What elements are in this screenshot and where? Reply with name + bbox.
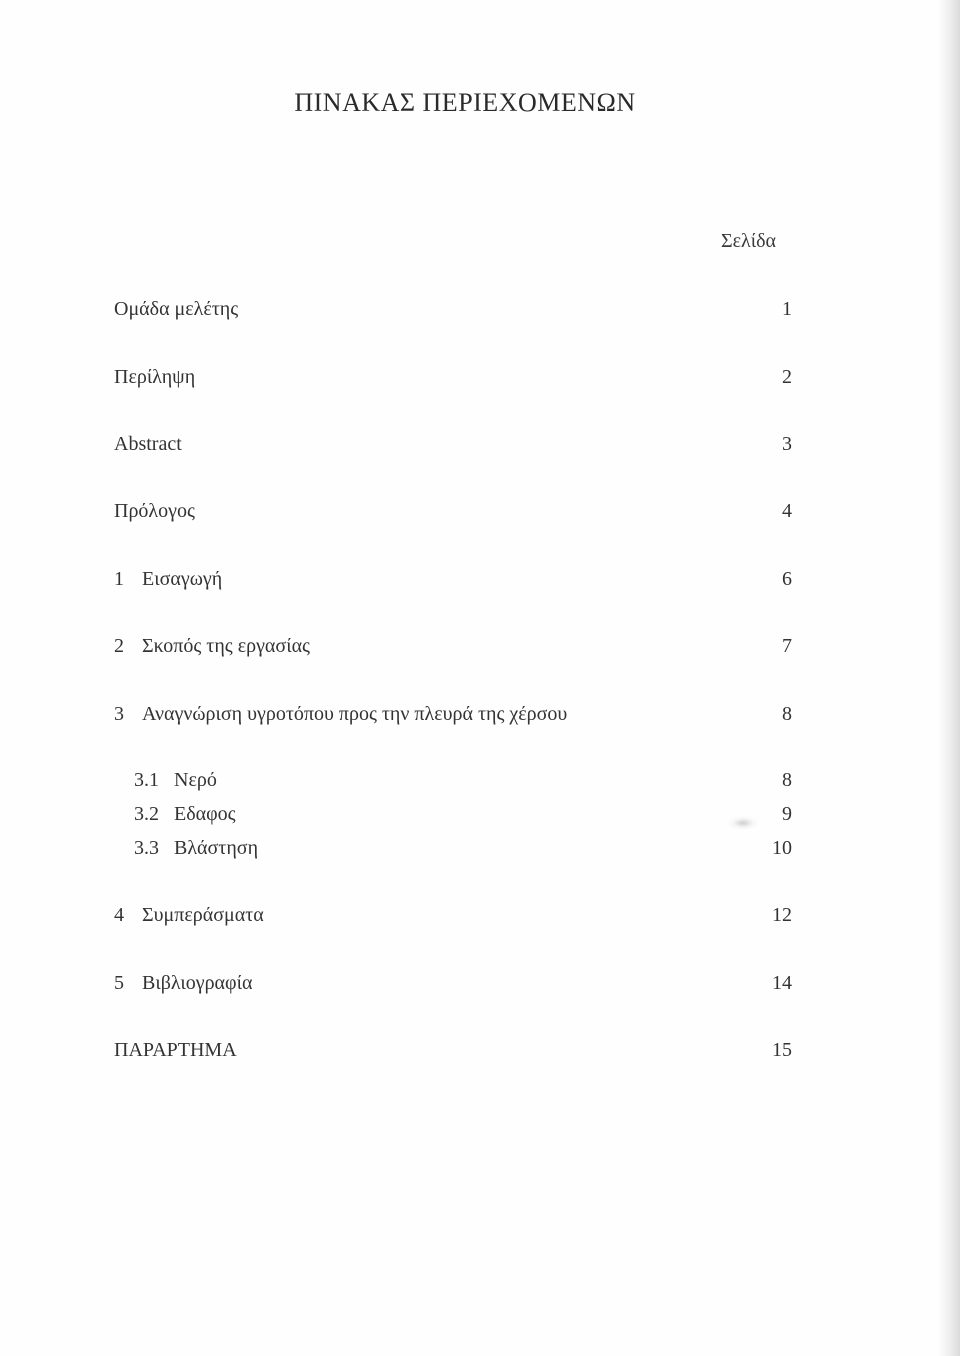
toc-entry-label: Abstract [114,433,182,455]
toc-entry-page: 7 [782,635,792,657]
toc-entry-label: Εισαγωγή [142,568,223,590]
toc-entry-page: 4 [782,500,792,522]
toc-entry [114,433,792,459]
toc-entry-label: Πρόλογος [114,500,195,522]
toc-entry-label: Βιβλιογραφία [142,972,253,994]
page-title: ΠΙΝΑΚΑΣ ΠΕΡΙΕΧΟΜΕΝΩΝ [294,88,636,117]
toc-entry-label: Περίληψη [114,366,196,388]
toc-entry [114,1039,792,1065]
toc-entry-number: 5 [114,972,124,994]
toc-entry-label: ΠΑΡΑΡΤΗΜΑ [114,1039,237,1061]
toc-entry-number: 1 [114,568,124,590]
scan-smudge [728,816,758,830]
toc-entry-page: 1 [782,298,792,320]
toc-entry-page: 9 [782,803,792,825]
toc-entry [114,500,792,526]
toc-entry-page: 6 [782,568,792,590]
toc-entry-number: 3.1 [134,769,159,791]
toc-entry-label: Συμπεράσματα [142,904,264,926]
toc-entry-label: Εδαφος [174,803,236,825]
toc-entry-number: 2 [114,635,124,657]
toc-entry-page: 3 [782,433,792,455]
toc-entry-page: 10 [772,837,792,859]
toc-entry-label: Ομάδα μελέτης [114,298,239,320]
toc-entry-page: 2 [782,366,792,388]
toc-entry-label: Νερό [174,769,217,791]
toc-entry [114,366,792,392]
toc-entry-label: Βλάστηση [174,837,259,859]
page-column-header: Σελίδα [720,230,776,252]
toc-entry [114,298,792,324]
toc-entry-page: 14 [772,972,792,994]
toc-entry [114,904,792,930]
toc-entry [114,972,792,998]
toc-entry-number: 3.3 [134,837,159,859]
toc-entry-number: 3 [114,703,124,725]
toc-entry-number: 3.2 [134,803,159,825]
toc-entry-page: 8 [782,703,792,725]
toc-subentry [114,803,792,829]
toc-entry-label: Σκοπός της εργασίας [142,635,310,657]
toc-entry-page: 15 [772,1039,792,1061]
toc-entry [114,635,792,661]
scan-edge-shadow [938,0,960,1356]
toc-entry-label: Αναγνώριση υγροτόπου προς την πλευρά της χέρσου [142,703,568,725]
toc-subentry [114,837,792,863]
toc-entry-page: 12 [772,904,792,926]
toc-entry-number: 4 [114,904,124,926]
toc-entry [114,568,792,594]
toc-subentry [114,769,792,795]
toc-entry [114,703,792,729]
toc-entry-page: 8 [782,769,792,791]
